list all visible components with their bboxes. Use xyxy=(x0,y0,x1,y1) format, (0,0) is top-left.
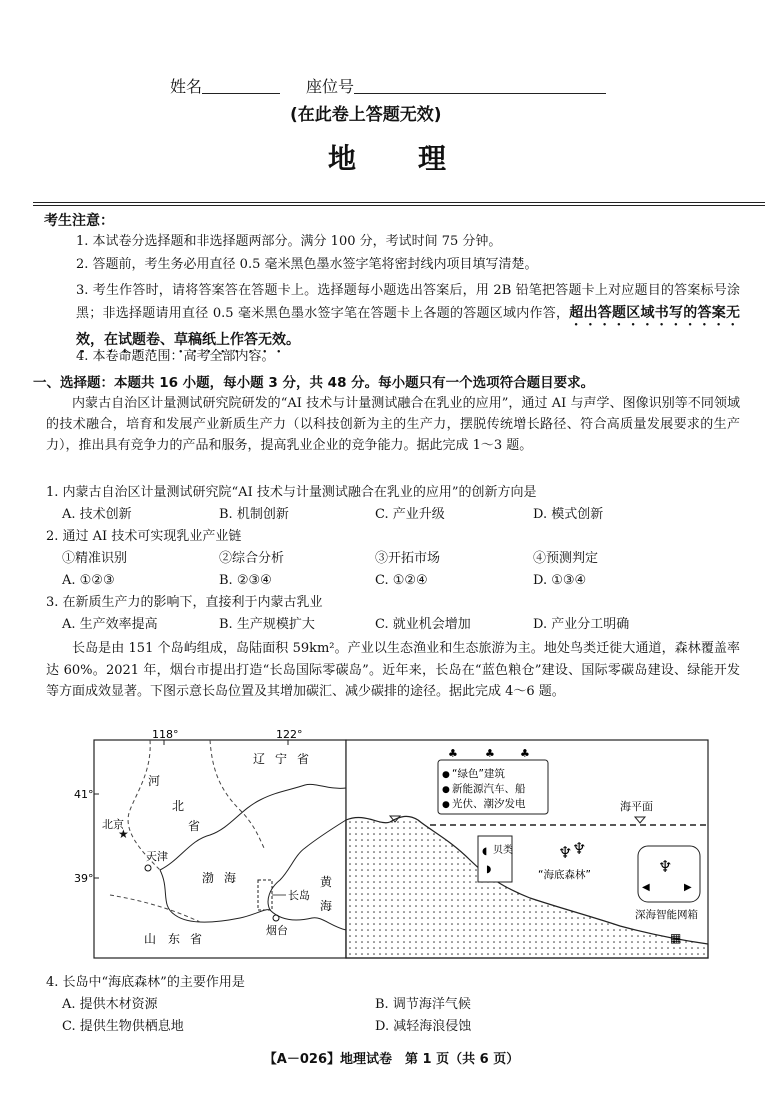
label-beijing: 北京 xyxy=(102,818,124,831)
seat-field[interactable] xyxy=(306,74,606,97)
forest-label: “海底森林” xyxy=(538,869,591,881)
q2-item-2: ②综合分析 xyxy=(219,551,285,566)
section1-title: 一、选择题：本题共 16 小题，每小题 3 分，共 48 分。每小题只有一个选项符合题目要求。 xyxy=(33,375,595,391)
label-bei: 北 xyxy=(172,799,185,813)
label-changdao: 长岛 xyxy=(288,889,310,902)
label-huang: 黄 xyxy=(320,875,333,889)
q3-option-d[interactable]: D. 产业分工明确 xyxy=(533,617,630,632)
q2-option-c[interactable]: C. ①②④ xyxy=(375,573,428,588)
q4-option-a[interactable]: A. 提供木材资源 xyxy=(62,997,158,1012)
label-shan: 山 xyxy=(144,932,157,946)
cage-fish-left: ◀ xyxy=(642,882,650,893)
q1-option-d[interactable]: D. 模式创新 xyxy=(533,507,604,522)
q4-option-c[interactable]: C. 提供生物供栖息地 xyxy=(62,1019,184,1034)
q1-option-a[interactable]: A. 技术创新 xyxy=(62,507,132,522)
lon-122: 122° xyxy=(276,728,303,741)
label-sheng-1: 省 xyxy=(297,752,310,766)
header-divider-bottom xyxy=(33,205,765,206)
name-field[interactable] xyxy=(170,74,280,97)
measure-power: 光伏、潮汐发电 xyxy=(452,798,526,810)
cage-label: 深海智能网箱 xyxy=(635,909,698,921)
q2-item-1: ①精准识别 xyxy=(62,551,128,566)
q3-option-a[interactable]: A. 生产效率提高 xyxy=(62,617,158,632)
sea-level-label: 海平面 xyxy=(620,800,653,813)
label-yantai: 烟台 xyxy=(266,924,288,937)
seaweed-icon-1: ♆ xyxy=(558,843,573,862)
tree-icon-2: ♣ xyxy=(485,747,495,760)
q2-option-d[interactable]: D. ①③④ xyxy=(533,573,587,588)
seaweed-icon-2: ♆ xyxy=(572,839,587,858)
passage-1: 内蒙古自治区计量测试研究院研发的“AI 技术与计量测试融合在乳业的应用”，通过 AI 与声学、图像识别等不同领域的技术融合，培育和发展产业新质生产力（以科技创新为主的生产力，摆脱传统增长路径、符合高质量发展要求的生产力），推出具有竞争力的产品和服务，提高乳业企业的竞争能力。据此完成 1～3 题。 xyxy=(46,396,740,453)
bullet-2: ● xyxy=(442,785,450,795)
label-dong: 东 xyxy=(168,932,181,946)
cage-fish-icon: ♆ xyxy=(658,857,673,876)
subject-title: 地 理 xyxy=(328,142,449,175)
cage-net-icon: ▦ xyxy=(670,931,682,945)
lon-118: 118° xyxy=(152,728,179,741)
header-divider-top xyxy=(33,202,765,203)
changdao-figure xyxy=(74,728,710,962)
q2-option-a[interactable]: A. ①②③ xyxy=(62,573,115,588)
label-hai-2: 海 xyxy=(320,899,333,913)
bullet-3: ● xyxy=(442,800,450,810)
label-he: 河 xyxy=(148,774,161,788)
q4-option-b[interactable]: B. 调节海洋气候 xyxy=(375,997,471,1012)
beijing-star: ★ xyxy=(118,827,129,841)
q2-stem: 2. 通过 AI 技术可实现乳业产业链 xyxy=(46,529,242,544)
seat-label: 座位号 xyxy=(306,77,355,96)
q2-option-b[interactable]: B. ②③④ xyxy=(219,573,272,588)
cage-fish-right: ▶ xyxy=(684,882,692,893)
label-bo: 渤 xyxy=(202,871,215,885)
instruction-4: 4. 本卷命题范围：高考全部内容。 xyxy=(76,349,275,364)
q2-item-4: ④预测判定 xyxy=(533,551,599,566)
instruction-3 xyxy=(76,279,740,356)
q3-option-b[interactable]: B. 生产规模扩大 xyxy=(219,617,315,632)
shellfish-box xyxy=(478,836,512,882)
q3-option-c[interactable]: C. 就业机会增加 xyxy=(375,617,471,632)
q1-option-c[interactable]: C. 产业升级 xyxy=(375,507,445,522)
label-sheng-2: 省 xyxy=(188,819,201,833)
label-ning: 宁 xyxy=(275,752,288,766)
q4-stem: 4. 长岛中“海底森林”的主要作用是 xyxy=(46,975,245,990)
name-label: 姓名 xyxy=(170,77,203,96)
instruction-3-emphasis: 超出答题区域书写的答案无效，在试题卷、草稿纸上作答无效。 xyxy=(76,305,740,348)
lat-41: 41° xyxy=(74,788,94,801)
shell-icon-1: ◖ xyxy=(482,846,488,857)
lat-39: 39° xyxy=(74,872,94,885)
q1-option-b[interactable]: B. 机制创新 xyxy=(219,507,289,522)
instruction-3-text: 3. 考生作答时，请将答案答在答题卡上。选择题每小题选出答案后，用 2B 铅笔把答题卡上对应题目的答案标号涂黑；非选择题请用直径 0.5 毫米黑色墨水签字笔在答题卡上各题的答题区域内作答， xyxy=(76,283,740,321)
instructions-title: 考生注意： xyxy=(44,213,114,229)
measure-building: “绿色”建筑 xyxy=(452,768,505,780)
shellfish-label: 贝类 xyxy=(493,845,513,856)
bullet-1: ● xyxy=(442,770,450,780)
measure-vehicles: 新能源汽车、船 xyxy=(452,783,526,795)
page-footer: 【A－026】地理试卷 第 1 页（共 6 页） xyxy=(263,1052,520,1067)
answer-notice: (在此卷上答题无效) xyxy=(290,105,442,125)
passage-2: 长岛是由 151 个岛屿组成，岛陆面积 59km²。产业以生态渔业和生态旅游为主。地处鸟类迁徙大通道，森林覆盖率达 60%。2021 年，烟台市提出打造“长岛国际零碳岛”。近年来，长岛在“蓝色粮仓”建设、国际零碳岛建设、绿能开发等方面成效显著。下图示意长岛位置及其增加碳汇、减少碳排的途径。据此完成 4～6 题。 xyxy=(46,641,740,699)
tree-icon-1: ♣ xyxy=(448,747,458,760)
map-frame xyxy=(94,740,346,958)
label-tianjin: 天津 xyxy=(146,850,168,863)
q2-item-3: ③开拓市场 xyxy=(375,551,441,566)
instruction-2: 2. 答题前，考生务必用直径 0.5 毫米黑色墨水签字笔将密封线内项目填写清楚。 xyxy=(76,257,538,272)
tree-icon-3: ♣ xyxy=(520,747,530,760)
q1-stem: 1. 内蒙古自治区计量测试研究院“AI 技术与计量测试融合在乳业的应用”的创新方向是 xyxy=(46,485,537,500)
label-hai-1: 海 xyxy=(224,871,237,885)
q3-stem: 3. 在新质生产力的影响下，直接利于内蒙古乳业 xyxy=(46,595,323,610)
instruction-1: 1. 本试卷分选择题和非选择题两部分。满分 100 分，考试时间 75 分钟。 xyxy=(76,234,502,249)
label-liao: 辽 xyxy=(253,752,266,766)
shell-icon-2: ◗ xyxy=(486,864,492,875)
q4-option-d[interactable]: D. 减轻海浪侵蚀 xyxy=(375,1019,472,1034)
label-sheng-3: 省 xyxy=(190,932,203,946)
